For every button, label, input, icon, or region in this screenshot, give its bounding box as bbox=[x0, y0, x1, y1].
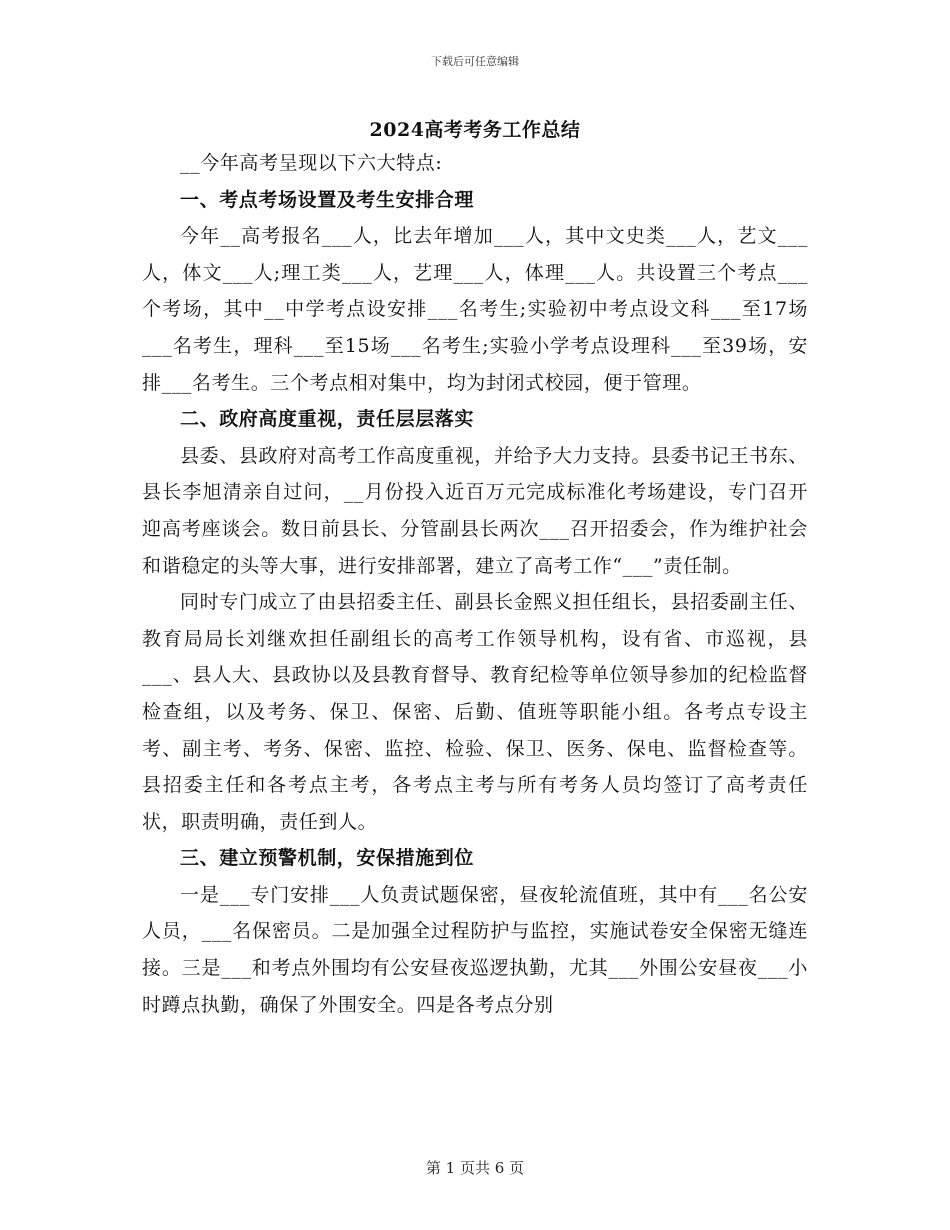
page-header-note: 下载后可任意编辑 bbox=[431, 55, 519, 68]
document-title: 2024高考考务工作总结 bbox=[369, 119, 581, 141]
page-number: 第 1 页共 6 页 bbox=[425, 1159, 525, 1177]
section-1-paragraph-1: 今年__高考报名___人，比去年增加___人，其中文史类___人，艺文___人，体文___人;理工类___人，艺理___人，体理___人。共设置三个考点___个考场，其中__中学考点设安排___名考生;实验初中考点设文科___至17场___名考生，理科___至15场___名考生;实验小学考点设理科___至39场，安排___名考生。三个考点相对集中，均为封闭式校园，便于管理。 bbox=[142, 225, 808, 394]
section-3-paragraph-1: 一是___专门安排___人负责试题保密，昼夜轮流值班，其中有___名公安人员，___名保密员。二是加强全过程防护与监控，实施试卷安全保密无缝连接。三是___和考点外围均有公安昼夜巡逻执勤，尤其___外围公安昼夜___小时蹲点执勤，确保了外围安全。四是各考点分别 bbox=[142, 883, 808, 1016]
document-body bbox=[142, 145, 808, 1023]
section-heading-1: 一、考点考场设置及考生安排合理 bbox=[180, 188, 475, 211]
section-heading-3: 三、建立预警机制，安保措施到位 bbox=[180, 847, 475, 870]
section-2-paragraph-2: 同时专门成立了由县招委主任、副县长金熙义担任组长，县招委副主任、教育局局长刘继欢担任副组长的高考工作领导机构，设有省、市巡视，县___、县人大、县政协以及县教育督导、教育纪检等单位领导参加的纪检监督检查组，以及考务、保卫、保密、后勤、值班等职能小组。各考点专设主考、副主考、考务、保密、监控、检验、保卫、医务、保电、监督检查等。县招委主任和各考点主考，各考点主考与所有考务人员均签订了高考责任状，职责明确，责任到人。 bbox=[142, 591, 808, 833]
intro-paragraph: __今年高考呈现以下六大特点: bbox=[180, 152, 443, 174]
section-2-paragraph-1: 县委、县政府对高考工作高度重视，并给予大力支持。县委书记王书东、县长李旭清亲自过问，__月份投入近百万元完成标准化考场建设，专门召开迎高考座谈会。数日前县长、分管副县长两次___召开招委会，作为维护社会和谐稳定的头等大事，进行安排部署，建立了高考工作“___”责任制。 bbox=[142, 444, 808, 577]
section-heading-2: 二、政府高度重视，责任层层落实 bbox=[180, 408, 475, 431]
